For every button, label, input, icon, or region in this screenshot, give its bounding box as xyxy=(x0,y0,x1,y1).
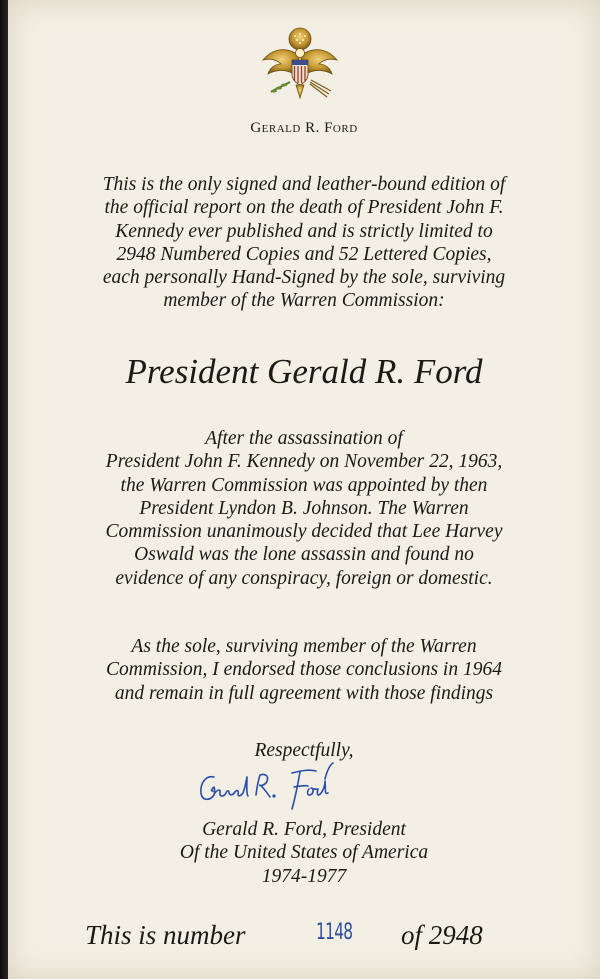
history-paragraph xyxy=(8,427,600,590)
intro-line: Kennedy ever published and is strictly limited to xyxy=(115,220,493,242)
history-line: Oswald was the lone assassin and found no xyxy=(134,544,474,566)
history-line: After the assassination of xyxy=(205,428,403,449)
numbering-prefix: This is number xyxy=(85,920,246,950)
endorsement-line: As the sole, surviving member of the Warren xyxy=(131,636,477,657)
history-line: evidence of any conspiracy, foreign or domestic. xyxy=(115,567,493,589)
history-line: Commission unanimously decided that Lee Harvey xyxy=(105,521,503,543)
intro-line: This is the only signed and leather-bound edition of xyxy=(102,174,506,195)
intro-line: each personally Hand-Signed by the sole, surviving xyxy=(102,267,506,289)
handwritten-signature xyxy=(188,755,378,819)
header-name: Gerald R. Ford xyxy=(250,120,358,136)
history-line: President John F. Kennedy on November 22, 1963, xyxy=(105,451,503,473)
endorsement-line: Commission, I endorsed those conclusions in 1964 xyxy=(106,659,502,681)
closing-salutation: Respectfully, xyxy=(254,740,354,761)
handwritten-copy-number: 1148 xyxy=(316,920,353,945)
signature-block xyxy=(8,818,600,888)
signature-line: 1974-1977 xyxy=(261,865,347,887)
great-seal-eagle-icon xyxy=(257,26,343,104)
endorsement-line: and remain in full agreement with those findings xyxy=(114,682,494,704)
endorsement-paragraph xyxy=(8,635,600,705)
history-line: President Lyndon B. Johnson. The Warren xyxy=(139,497,469,519)
history-line: the Warren Commission was appointed by then xyxy=(120,474,488,496)
intro-line: member of the Warren Commission: xyxy=(163,290,445,312)
certificate-page xyxy=(8,0,600,979)
honoree-title: President Gerald R. Ford xyxy=(125,352,483,391)
page-edge xyxy=(0,0,8,979)
signature-line: Of the United States of America xyxy=(179,842,429,864)
intro-line: 2948 Numbered Copies and 52 Lettered Copies, xyxy=(116,243,492,265)
numbering-suffix: of 2948 xyxy=(401,920,483,950)
intro-line: the official report on the death of President John F. xyxy=(104,197,504,219)
signature-line: Gerald R. Ford, President xyxy=(202,819,406,840)
intro-paragraph xyxy=(8,173,600,313)
